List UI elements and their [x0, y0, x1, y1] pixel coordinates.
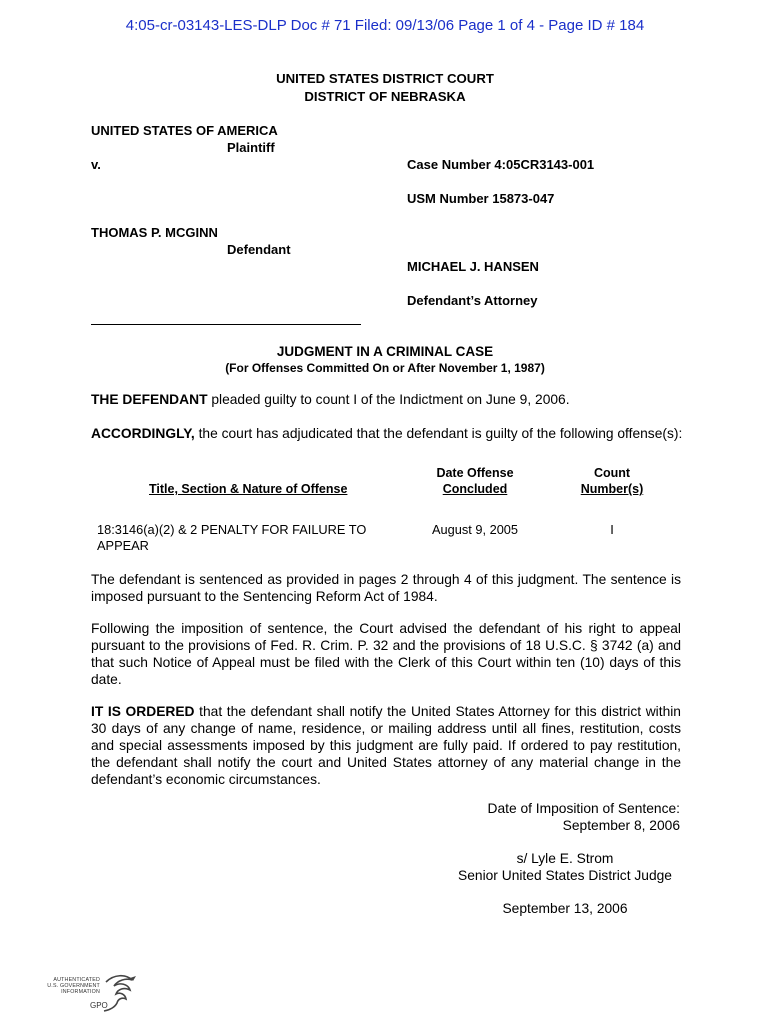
sentenced-paragraph: The defendant is sentenced as provided in pages 2 through 4 of this judgment. The sentence is imposed pursuant to the Sentencing Reform Act of 1984. [91, 572, 681, 604]
docket-header: 4:05-cr-03143-LES-DLP Doc # 71 Filed: 09/13/06 Page 1 of 4 - Page ID # 184 [125, 17, 645, 34]
offense-count: I [610, 522, 614, 537]
defendant-role: Defendant [227, 242, 291, 257]
logo-line2: U.S. GOVERNMENT [47, 983, 100, 989]
caption-separator [91, 324, 361, 325]
plea-statement [91, 392, 570, 407]
offense-date: August 9, 2005 [431, 522, 519, 537]
court-district: DISTRICT OF NEBRASKA [304, 89, 466, 104]
col-header-date-1: Date Offense [436, 466, 514, 480]
versus: v. [91, 157, 101, 172]
col-header-count-2: Number(s) [580, 482, 644, 496]
eagle-icon [100, 972, 140, 1014]
col-header-date-2: Concluded [442, 482, 508, 496]
logo-text [40, 977, 100, 995]
logo-gpo: GPO [90, 1001, 108, 1010]
signed-date: September 13, 2006 [502, 901, 628, 916]
appeal-paragraph: Following the imposition of sentence, the Court advised the defendant of his right to appeal pursuant to the provisions of Fed. R. Crim. P. 32 and the provisions of 18 U.S.C. § 3742 (a) and that such Notice of Appeal must be filed with the Clerk of this Court within ten (10) days of this date. [91, 621, 681, 687]
offense-title-line2: APPEAR [97, 538, 149, 553]
attorney-name: MICHAEL J. HANSEN [407, 259, 539, 274]
col-header-count-1: Count [593, 466, 631, 480]
signer-name: s/ Lyle E. Strom [516, 851, 614, 866]
accordingly-lead: ACCORDINGLY, [91, 426, 195, 441]
defendant-name: THOMAS P. MCGINN [91, 225, 218, 240]
court-name: UNITED STATES DISTRICT COURT [276, 71, 494, 86]
plaintiff-name: UNITED STATES OF AMERICA [91, 123, 278, 138]
gpo-authenticated-logo [40, 972, 140, 1014]
plea-text: pleaded guilty to count I of the Indictment on June 9, 2006. [207, 392, 570, 407]
judgment-title: JUDGMENT IN A CRIMINAL CASE [276, 344, 494, 359]
usm-number: USM Number 15873-047 [407, 191, 555, 206]
accordingly-text: the court has adjudicated that the defendant is guilty of the following offense(s): [194, 426, 683, 441]
case-number: Case Number 4:05CR3143-001 [407, 157, 595, 172]
imposition-date: September 8, 2006 [562, 818, 680, 833]
logo-line1: AUTHENTICATED [53, 977, 100, 983]
col-header-title: Title, Section & Nature of Offense [149, 482, 348, 496]
logo-line3: INFORMATION [61, 989, 100, 995]
signer-title: Senior United States District Judge [458, 868, 672, 883]
judgment-subtitle: (For Offenses Committed On or After November 1, 1987) [225, 361, 545, 375]
offense-title-line1: 18:3146(a)(2) & 2 PENALTY FOR FAILURE TO [97, 522, 367, 537]
imposition-label: Date of Imposition of Sentence: [487, 801, 680, 816]
attorney-role: Defendant’s Attorney [407, 293, 538, 308]
accordingly-statement [91, 426, 682, 441]
ordered-text: that the defendant shall notify the United States Attorney for this district within 30 days of any change of name, residence, or mailing address until all fines, restitution, costs and special assessments imposed by this judgment are fully paid. If ordered to pay restitution, the defendant shall notify the court and United States attorney of any material change in the defendant’s economic circumstances. [91, 704, 681, 787]
ordered-lead: IT IS ORDERED [91, 704, 195, 719]
plea-lead: THE DEFENDANT [91, 392, 208, 407]
ordered-paragraph [91, 703, 681, 788]
plaintiff-role: Plaintiff [227, 140, 275, 155]
